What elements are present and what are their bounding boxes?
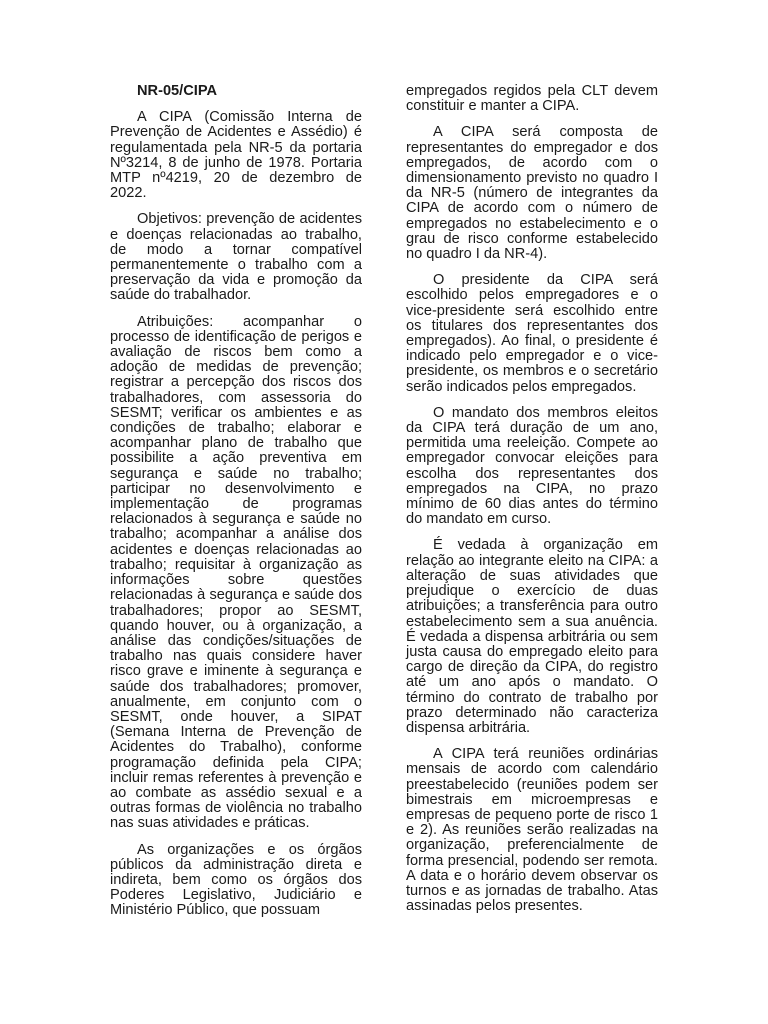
paragraph-president: O presidente da CIPA será escolhido pelos empregadores e o vice-presidente será escolhido entre os titulares dos representantes dos empregados). Ao final, o presidente é indicado pelo empregador e o vice-presidente, os membros e o secretário serão indicados pelos empregados. — [406, 272, 658, 395]
paragraph-meetings: A CIPA terá reuniões ordinárias mensais de acordo com calendário preestabelecido (reuniões podem ser bimestrais em microempresas e empresas de pequeno porte de risco 1 e 2). As reuniões serão realizadas na organização, preferencialmente de forma presencial, podendo ser remota. A data e o horário devem observar os turnos e as jornadas de trabalho. Atas assinadas pelos presentes. — [406, 746, 658, 915]
paragraph-composition: A CIPA será composta de representantes do empregador e dos empregados, de acordo com o dimensionamento previsto no quadro I da NR-5 (número de integrantes da CIPA de acordo com o número de empregados no estabelecimento e o grau de risco conforme estabelecido no quadro I da NR-4). — [406, 124, 658, 263]
right-column — [406, 84, 658, 925]
paragraph-attributions: Atribuições: acompanhar o processo de identificação de perigos e avaliação de riscos bem como a adoção de medidas de prevenção; registrar a percepção dos riscos dos trabalhadores, com assessoria do SESMT; verificar os ambientes e as condições de trabalho; elaborar e acompanhar plano de trabalho que possibilite a ação preventiva em segurança e saúde no trabalho; participar no desenvolvimento e implementação de programas relacionados à segurança e saúde no trabalho; acompanhar a análise dos acidentes e doenças relacionadas ao trabalho; requisitar à organização as informações sobre questões relacionadas à segurança e saúde dos trabalhadores; propor ao SESMT, quando houver, ou à organização, a análise das condições/situações de trabalho nas quais considere haver risco grave e iminente à segurança e saúde dos trabalhadores; promover, anualmente, em conjunto com o SESMT, onde houver, a SIPAT (Semana Interna de Prevenção de Acidentes do Trabalho), conforme programação definida pela CIPA; incluir remas referentes à prevenção e ao combate as assédio sexual e a outras formas de violência no trabalho nas suas atividades e práticas. — [110, 313, 362, 832]
paragraph-organizations: As organizações e os órgãos públicos da administração direta e indireta, bem como os órgãos dos Poderes Legislativo, Judiciário e Ministério Público, que possuam — [110, 841, 362, 919]
paragraph-cipa-definition: A CIPA (Comissão Interna de Prevenção de Acidentes e Assédio) é regulamentada pela NR-5 da portaria Nº3214, 8 de junho de 1978. Portaria MTP nº4219, 20 de dezembro de 2022. — [110, 109, 362, 202]
paragraph-objectives: Objetivos: prevenção de acidentes e doenças relacionadas ao trabalho, de modo a tornar compatível permanentemente o trabalho com a preservação da vida e promoção da saúde do trabalhador. — [110, 211, 362, 304]
document-title: NR-05/CIPA — [137, 83, 218, 99]
paragraph-protections: É vedada à organização em relação ao integrante eleito na CIPA: a alteração de suas atividades que prejudique o exercício de duas atribuições; a transferência para outro estabelecimento sem a sua anuência. É vedada a dispensa arbitrária ou sem justa causa do empregado eleito para cargo de direção da CIPA, do registro até um ano após o mandato. O término do contrato de trabalho por prazo determinado não caracteriza dispensa arbitrária. — [406, 537, 658, 736]
paragraph-mandate: O mandato dos membros eleitos da CIPA terá duração de um ano, permitida uma reeleição. Compete ao empregador convocar eleições para escolha dos representantes dos empregados na CIPA, no prazo mínimo de 60 dias antes do término do mandato em curso. — [406, 404, 658, 528]
left-column — [110, 84, 362, 930]
paragraph-organizations-continued: empregados regidos pela CLT devem constituir e manter a CIPA. — [406, 83, 658, 115]
